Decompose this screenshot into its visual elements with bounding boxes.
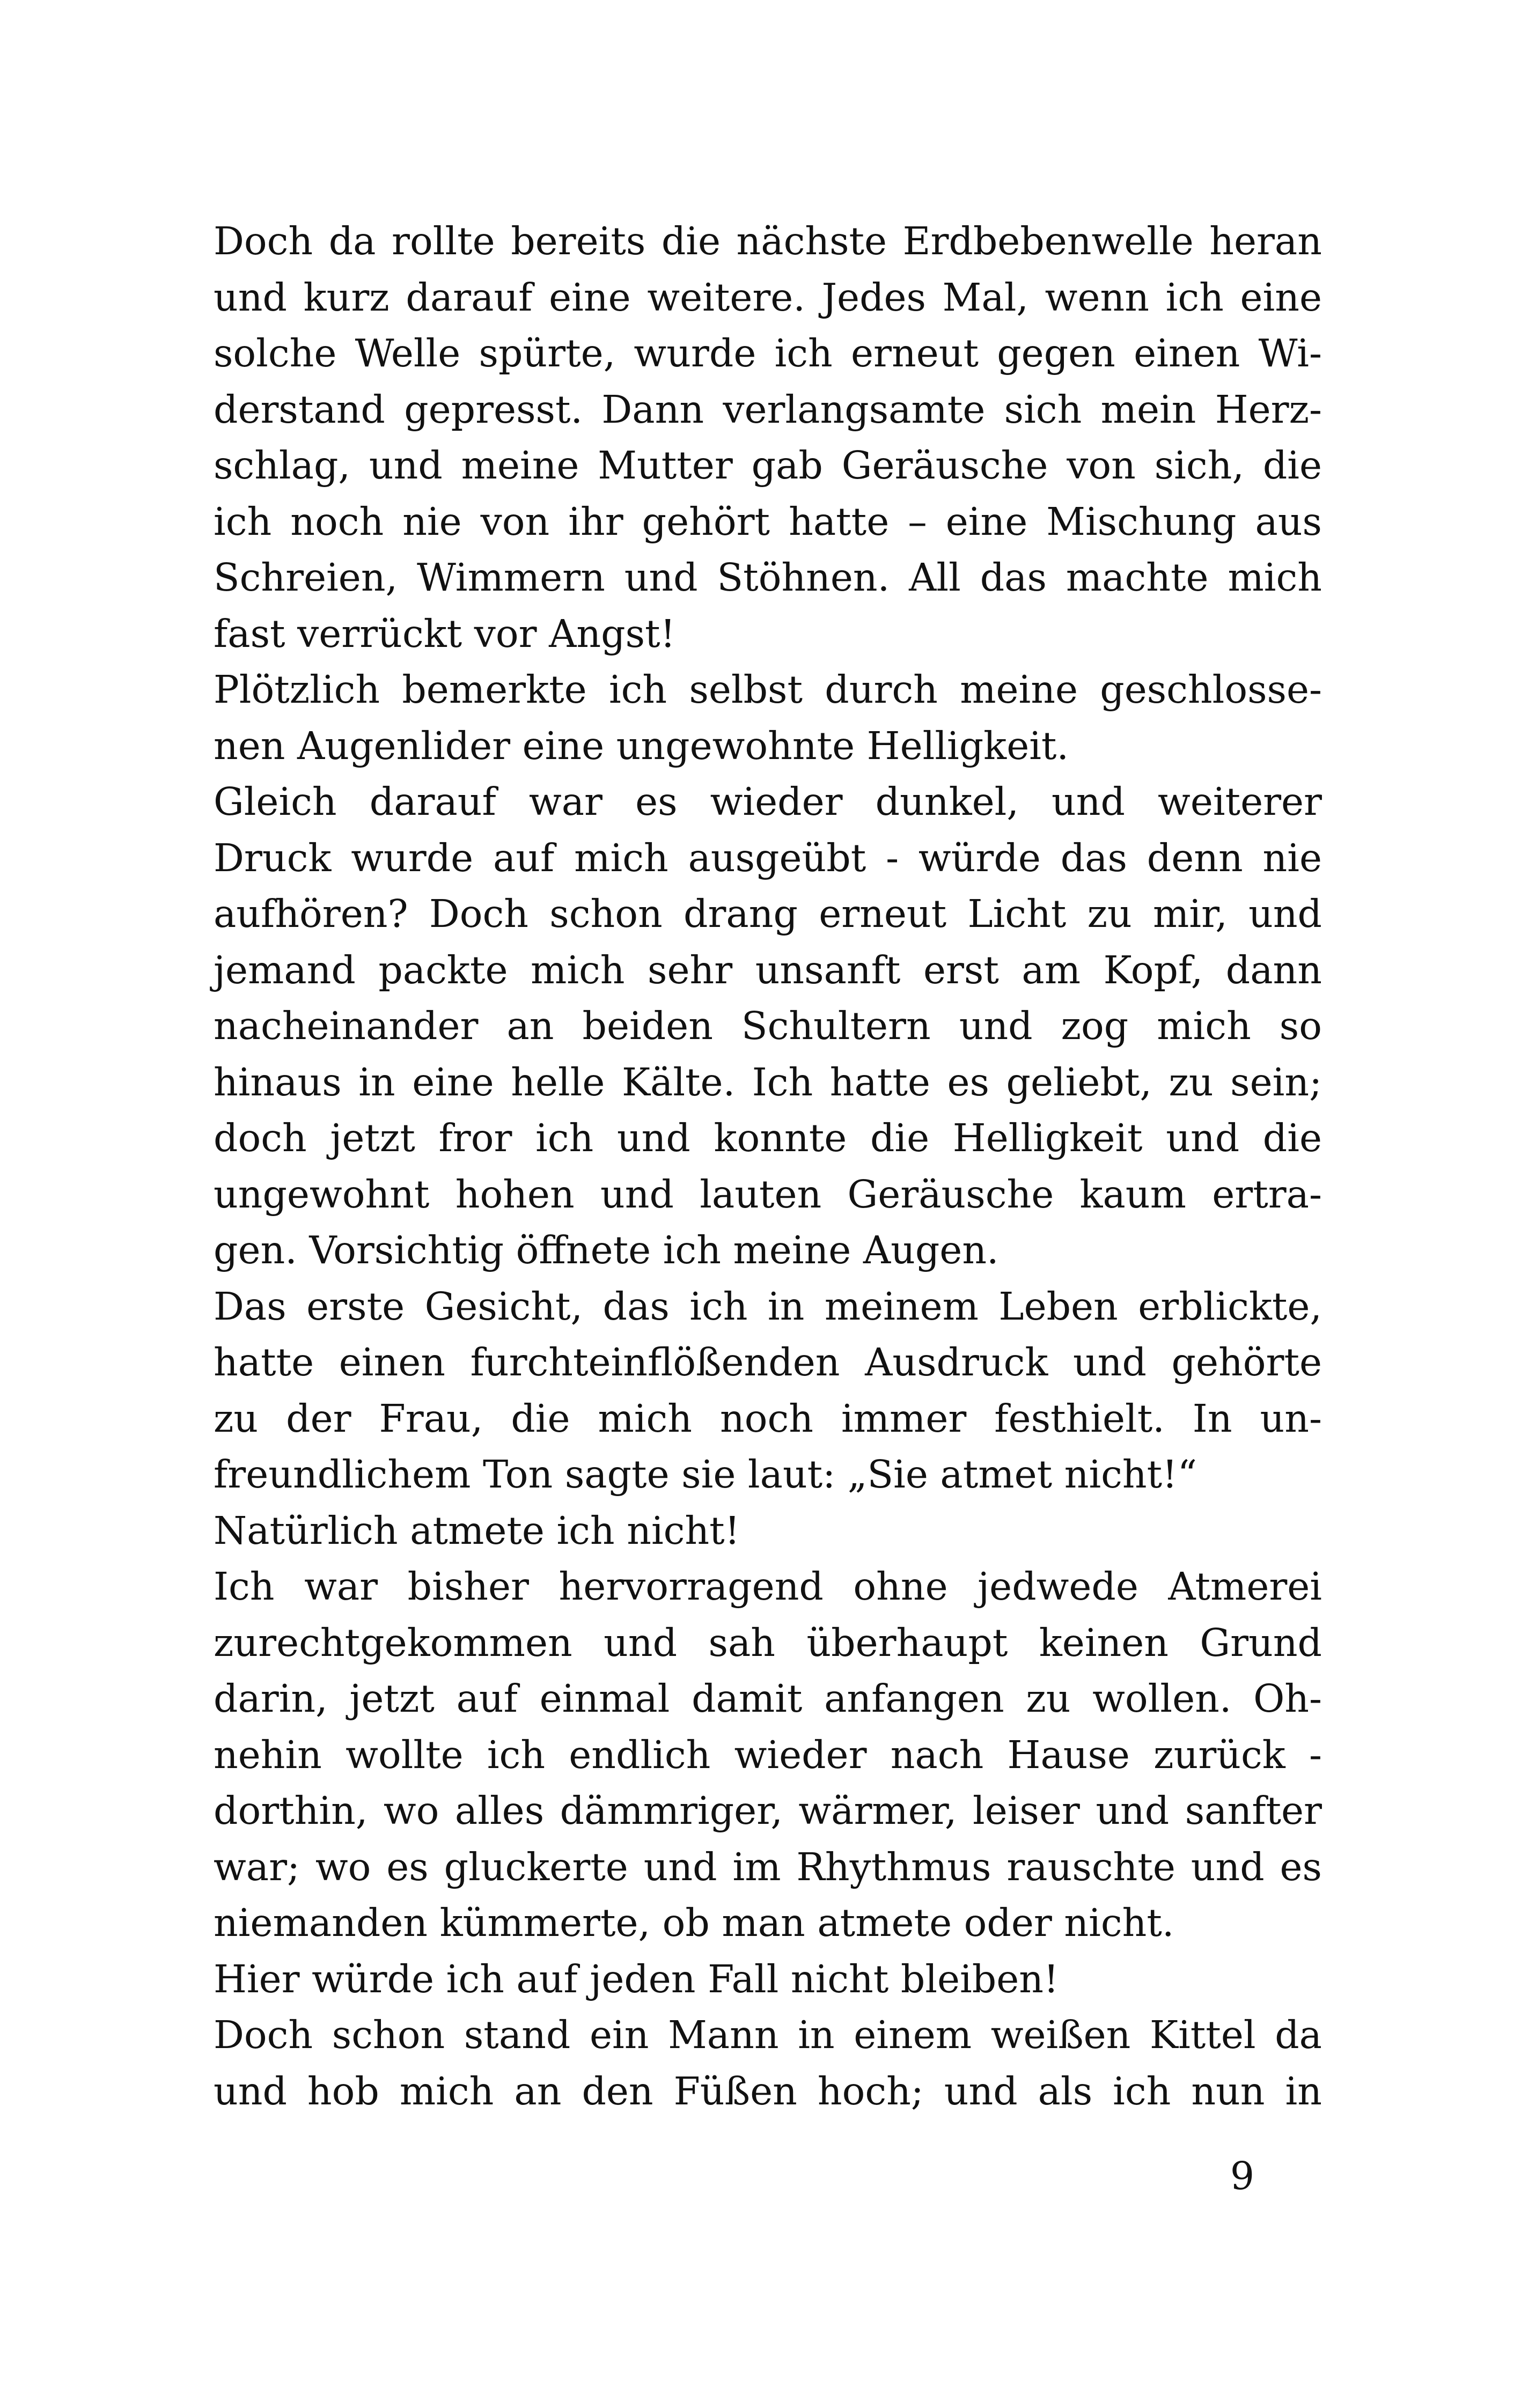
text-line: Gleich darauf war es wieder dunkel, und weiterer — [214, 779, 1322, 824]
text-line: darin, jetzt auf einmal damit anfangen zu wollen. Oh- — [214, 1676, 1322, 1721]
text-line: schlag, und meine Mutter gab Geräusche von sich, die — [214, 443, 1322, 488]
text-line: Ich war bisher hervorragend ohne jedwede Atmerei — [214, 1564, 1322, 1609]
text-line: Hier würde ich auf jeden Fall nicht bleiben! — [214, 1956, 1059, 2001]
text-line: aufhören? Doch schon drang erneut Licht zu mir, und — [214, 892, 1322, 936]
text-line: zu der Frau, die mich noch immer festhielt. In un- — [214, 1396, 1322, 1441]
text-line: niemanden kümmerte, ob man atmete oder nicht. — [214, 1901, 1174, 1945]
text-line: Plötzlich bemerkte ich selbst durch meine geschlosse- — [214, 667, 1322, 712]
text-line: fast verrückt vor Angst! — [214, 611, 676, 656]
page-number: 9 — [1230, 2154, 1254, 2198]
text-line: hatte einen furchteinflößenden Ausdruck und gehörte — [214, 1340, 1322, 1385]
text-line: Das erste Gesicht, das ich in meinem Leben erblickte, — [214, 1284, 1322, 1329]
text-line: und hob mich an den Füßen hoch; und als ich nun in — [214, 2068, 1322, 2114]
text-line: Druck wurde auf mich ausgeübt - würde das denn nie — [214, 835, 1322, 880]
text-line: derstand gepresst. Dann verlangsamte sich mein Herz- — [214, 387, 1322, 432]
text-line: nacheinander an beiden Schultern und zog mich so — [214, 1004, 1322, 1048]
text-line: Doch schon stand ein Mann in einem weißen Kittel da — [214, 2013, 1322, 2057]
text-line: nehin wollte ich endlich wieder nach Hause zurück - — [214, 1732, 1322, 1777]
text-line: war; wo es gluckerte und im Rhythmus rauschte und es — [214, 1844, 1322, 1889]
text-line: freundlichem Ton sagte sie laut: „Sie atmet nicht!“ — [214, 1452, 1197, 1497]
body-text — [214, 213, 1322, 2119]
text-line: nen Augenlider eine ungewohnte Helligkeit. — [214, 723, 1069, 768]
text-line: und kurz darauf eine weitere. Jedes Mal, wenn ich eine — [214, 275, 1322, 320]
text-line: hinaus in eine helle Kälte. Ich hatte es geliebt, zu sein; — [214, 1059, 1322, 1104]
text-line: zurechtgekommen und sah überhaupt keinen Grund — [214, 1620, 1322, 1665]
text-line: dorthin, wo alles dämmriger, wärmer, leiser und sanfter — [214, 1788, 1322, 1833]
text-line: ich noch nie von ihr gehört hatte – eine Mischung aus — [214, 499, 1322, 544]
text-line: ungewohnt hohen und lauten Geräusche kaum ertra- — [214, 1172, 1322, 1217]
text-line: solche Welle spürte, wurde ich erneut gegen einen Wi- — [214, 331, 1322, 375]
text-line: gen. Vorsichtig öffnete ich meine Augen. — [214, 1228, 999, 1272]
text-line: doch jetzt fror ich und konnte die Helligkeit und die — [214, 1116, 1322, 1160]
text-line: Natürlich atmete ich nicht! — [214, 1508, 740, 1553]
text-line: Doch da rollte bereits die nächste Erdbebenwelle heran — [214, 219, 1322, 263]
text-line: Schreien, Wimmern und Stöhnen. All das machte mich — [214, 555, 1322, 600]
text-line: jemand packte mich sehr unsanft erst am Kopf, dann — [214, 947, 1322, 992]
